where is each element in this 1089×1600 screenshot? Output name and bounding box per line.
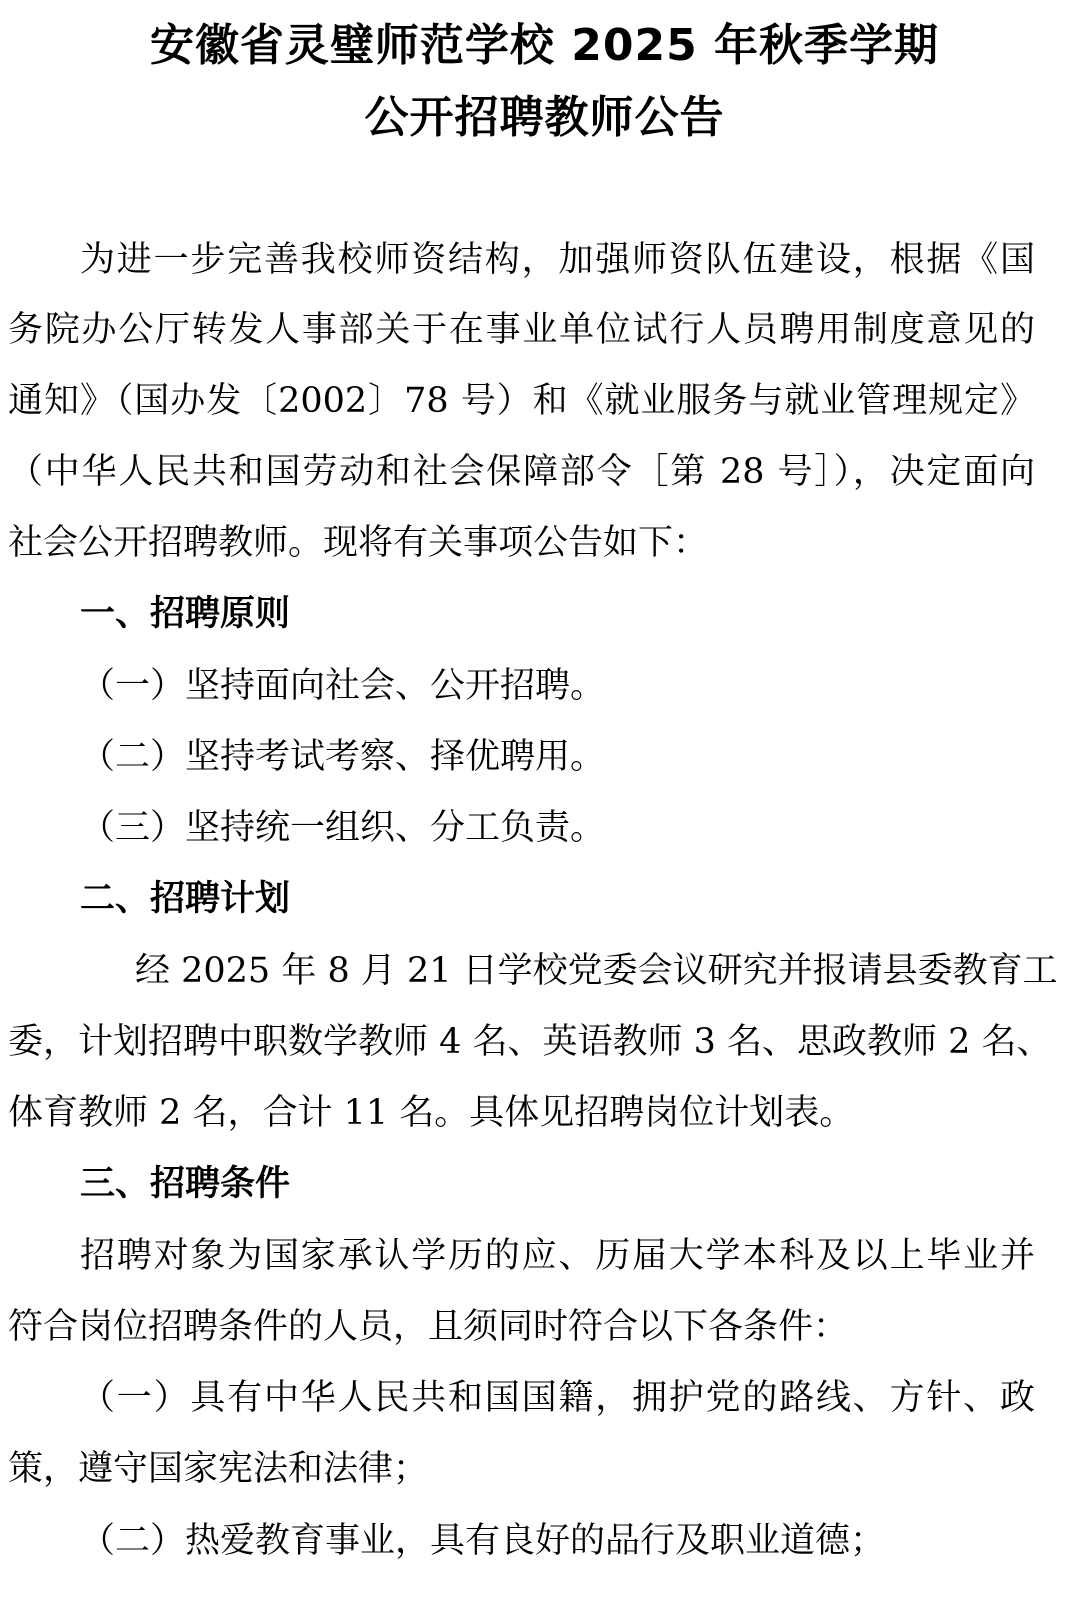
principle-item: （三）坚持统一组织、分工负责。: [80, 808, 606, 848]
condition-item: （一）具有中华人民共和国国籍，拥护党的路线、方针、政: [80, 1378, 1035, 1418]
intro-paragraph-line: 通知》（国办发〔2002〕78 号）和《就业服务与就业管理规定》: [8, 381, 1035, 421]
section-heading-principles: 一、招聘原则: [80, 594, 291, 634]
plan-paragraph-line: 委，计划招聘中职数学教师 4 名、英语教师 3 名、思政教师 2 名、: [8, 1022, 1052, 1062]
conditions-paragraph-line: 招聘对象为国家承认学历的应、历届大学本科及以上毕业并: [80, 1236, 1035, 1276]
condition-item: 策，遵守国家宪法和法律；: [8, 1449, 429, 1489]
plan-paragraph-line: 经 2025 年 8 月 21 日学校党委会议研究并报请县委教育工: [135, 951, 1058, 991]
section-heading-plan: 二、招聘计划: [80, 879, 291, 919]
intro-paragraph-line: 为进一步完善我校师资结构，加强师资队伍建设，根据《国: [80, 240, 1035, 280]
document-title-line-1: 安徽省灵璧师范学校 2025 年秋季学期: [149, 20, 940, 71]
intro-paragraph-line: 社会公开招聘教师。现将有关事项公告如下：: [8, 523, 709, 563]
conditions-paragraph-line: 符合岗位招聘条件的人员，且须同时符合以下各条件：: [8, 1307, 849, 1347]
section-heading-conditions: 三、招聘条件: [80, 1164, 291, 1204]
principle-item: （二）坚持考试考察、择优聘用。: [80, 737, 606, 777]
principle-item: （一）坚持面向社会、公开招聘。: [80, 666, 606, 706]
intro-paragraph-line: 务院办公厅转发人事部关于在事业单位试行人员聘用制度意见的: [8, 310, 1035, 350]
plan-paragraph-line: 体育教师 2 名，合计 11 名。具体见招聘岗位计划表。: [8, 1093, 855, 1133]
condition-item: （二）热爱教育事业，具有良好的品行及职业道德；: [80, 1521, 886, 1561]
intro-paragraph-line: （中华人民共和国劳动和社会保障部令［第 28 号］），决定面向: [8, 452, 1035, 492]
document-title-line-2: 公开招聘教师公告: [364, 92, 725, 143]
